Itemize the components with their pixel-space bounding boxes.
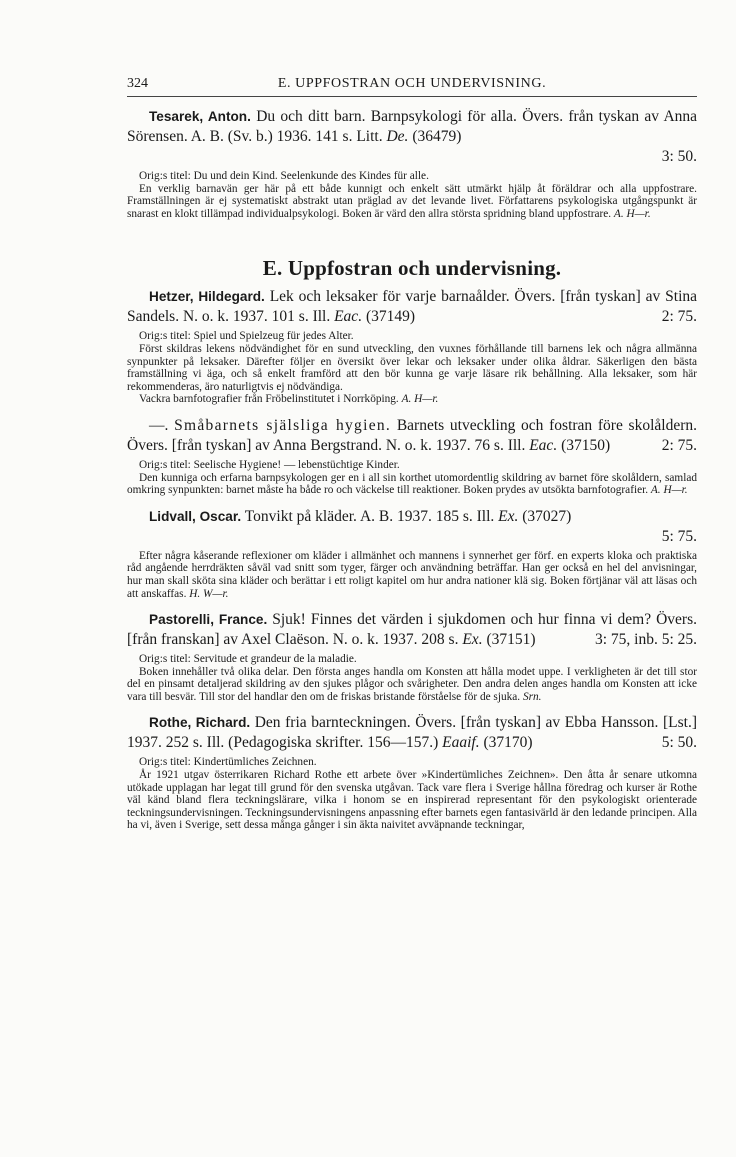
entry-lidvall [127,507,697,600]
review-text: Den kunniga och erfarna barnpsykologen ger en i all sin korthet utomordentlig skildring av barnet före skolåldern, samlad omkring synpunkten: barnet måste ha både ro och väckelse till reaktioner. Boken prydes av utsökta barnfotografier. A. H—r. [127,471,697,497]
review-text: Boken innehåller två olika delar. Den första anges handla om Konsten att hålla modet uppe. I verkligheten är det till stor del en pinsamt detaljerad skildring av den sjukes plågor och svårigheter. Den andra delen anges handla om Konsten att icke vara till besvär. Till stor del handlar den om de friskas bristande förståelse för de sjuka. Srn. [127,665,697,703]
entry-author: Pastorelli, France. [149,612,268,628]
reviewer-signature: A. H—r. [650,484,688,497]
reviewer-signature: A. H—r. [613,207,651,220]
entry-note [127,330,697,406]
entry-author: Rothe, Richard. [149,715,251,731]
section-heading: E. Uppfostran och undervisning. [262,256,562,281]
entry-citation [127,287,697,327]
running-head-title: E. UPPFOSTRAN OCH UNDERVISNING. [277,76,547,91]
entry-note [127,653,697,703]
original-title: Orig:s titel: Servitude et grandeur de la maladie. [139,653,357,666]
entry-classification: Eac. [529,436,558,454]
entry-author: Tesarek, Anton. [149,109,251,124]
entry-tesarek [127,107,697,220]
reviewer-signature: H. W—r. [189,587,229,600]
entry-citation [127,507,697,547]
entry-author: Hetzer, Hildegard. [149,289,265,305]
entry-price: 5: 75. [661,527,697,545]
original-title: Orig:s titel: Du und dein Kind. Seelenkunde des Kindes für alle. [139,170,429,182]
entry-citation [127,713,697,753]
review-text: En verklig barnavän ger här på ett både kunnigt och enkelt sätt utmärkt hjälp åt föräldrar och alla uppfostrare. Framställningen är ej systematiskt abstrakt utan präglad av det levande livet. Författarens psykologiska utgångspunkt är snarast en klokt tillämpad individualpsykologi. Boken är värd den allra största spridning bland uppfostrare. A. H—r. [127,182,697,220]
entry-hetzer [127,287,697,406]
entry-note [127,550,697,600]
entry-number: (37170) [483,734,533,752]
entry-price: 3: 50. [661,148,697,165]
entry-number: (37151) [486,631,536,649]
entry-price: 2: 75. [661,436,697,454]
entry-text: Tonvikt på kläder. A. B. 1937. 185 s. Ill. [244,507,499,525]
review-text: Efter några kåserande reflexioner om kläder i allmänhet och mannens i synnerhet ger förf. en experts kloka och praktiska råd angående herrdräkten såväl vad snitt som tyger, färger och användning beträffar. Han ger också en hel del anvisningar, hur man skall sköta sina kläder och berättar i ett roligt kapitel om hur andra nationer klä sig. Boken förtjänar väl att läsas och att anskaffas. H. W—r. [127,549,697,600]
running-head [127,74,697,97]
entry-classification: De. [386,128,409,145]
entry-citation [127,610,697,650]
entry-title-spaced: Småbarnets själsliga hygien. [174,416,392,434]
entry-classification: Ex. [462,631,483,649]
entry-text: Den fria barnteckningen. Övers. [från tyskan] av Ebba Hansson. [Lst.] 1937. 252 s. Ill. (Pedagogiska skrifter. 156—157.) [127,714,698,752]
entry-text: Barnets utveckling och fostran före skolåldern. Övers. [från tyskan] av Anna Bergstrand. N. o. k. 1937. 76 s. Ill. [127,416,698,454]
entry-rothe [127,713,697,832]
entry-number: (37150) [557,436,611,454]
original-title: Orig:s titel: Spiel und Spielzeug für jedes Alter. [139,330,354,343]
entry-number: (37149) [362,308,416,326]
entry-text: Sjuk! Finnes det värden i sjukdomen och hur finna vi dem? Övers. [från franskan] av Axel Claëson. N. o. k. 1937. 208 s. [127,611,697,649]
original-title: Orig:s titel: Kindertümliches Zeichnen. [139,756,317,769]
entry-note [127,459,697,497]
entry-classification: Ex. [498,507,519,525]
entry-price: 3: 75, inb. 5: 25. [594,631,697,649]
review-text-2: Vackra barnfotografier från Fröbelinstitutet i Norrköping. A. H—r. [139,393,439,406]
entry-note [127,756,697,832]
entry-text: Du och ditt barn. Barnpsykologi för alla. Övers. från tyskan av Anna Sörensen. A. B. (Sv. b.) 1936. 141 s. Litt. [127,108,698,145]
entry-number: (37027) [518,507,572,525]
entry-price: 5: 50. [661,734,697,752]
reviewer-signature: A. H—r. [401,393,439,406]
page-number: 324 [127,76,148,91]
original-title: Orig:s titel: Seelische Hygiene! — lebenstüchtige Kinder. [139,458,400,471]
page [127,74,697,832]
entry-author: Lidvall, Oscar. [149,508,242,524]
entry-classification: Eaaif. [442,734,480,752]
entry-dash: —. [149,416,175,434]
entry-number: (36479) [408,128,462,145]
entry-pastorelli [127,610,697,703]
review-text: Först skildras lekens nödvändighet för en sund utveckling, den vuxnes förhållande till barnens lek och några allmänna synpunkter på leksaker. Därefter följer en översikt över lekar och leksaker under olika åldrar. Säkerligen den bästa framställning vi äga, och så enkelt framförd att den bör kunna ge varje läsare rik behållning. Alla leksaker, som här rekommenderas, äro naturligtvis ej nödvändiga. [127,342,697,393]
entry-hetzer-2 [127,416,697,497]
entry-price: 2: 75. [661,308,697,326]
entry-note [127,170,697,220]
entry-text: Lek och leksaker för varje barnaålder. Övers. [från tyskan] av Stina Sandels. N. o. k. 1937. 101 s. Ill. [127,288,698,326]
review-text: År 1921 utgav österrikaren Richard Rothe ett arbete över »Kindertümliches Zeichnen». Den åtta år senare utkomna utökade upplagan har legat till grund för den svenska utgåvan. Tack vare flera i Sverige hållna föredrag och kurser är Rothe väl känd bland flera teckningslärare, vilka i honom se en inspirerad representant för den psykologiskt orienterade teckningsundervisningen. Teckningsundervisningens anpassning efter barnets egen fantasivärld är den ledande principen. Alla ha vi, även i Sverige, sett dessa många gånger i sin äkta naivitet avväpnande teckningar, [127,769,697,832]
entry-citation [127,107,697,167]
entry-classification: Eac. [334,308,363,326]
reviewer-signature: Srn. [522,690,542,703]
entry-citation [127,416,697,456]
